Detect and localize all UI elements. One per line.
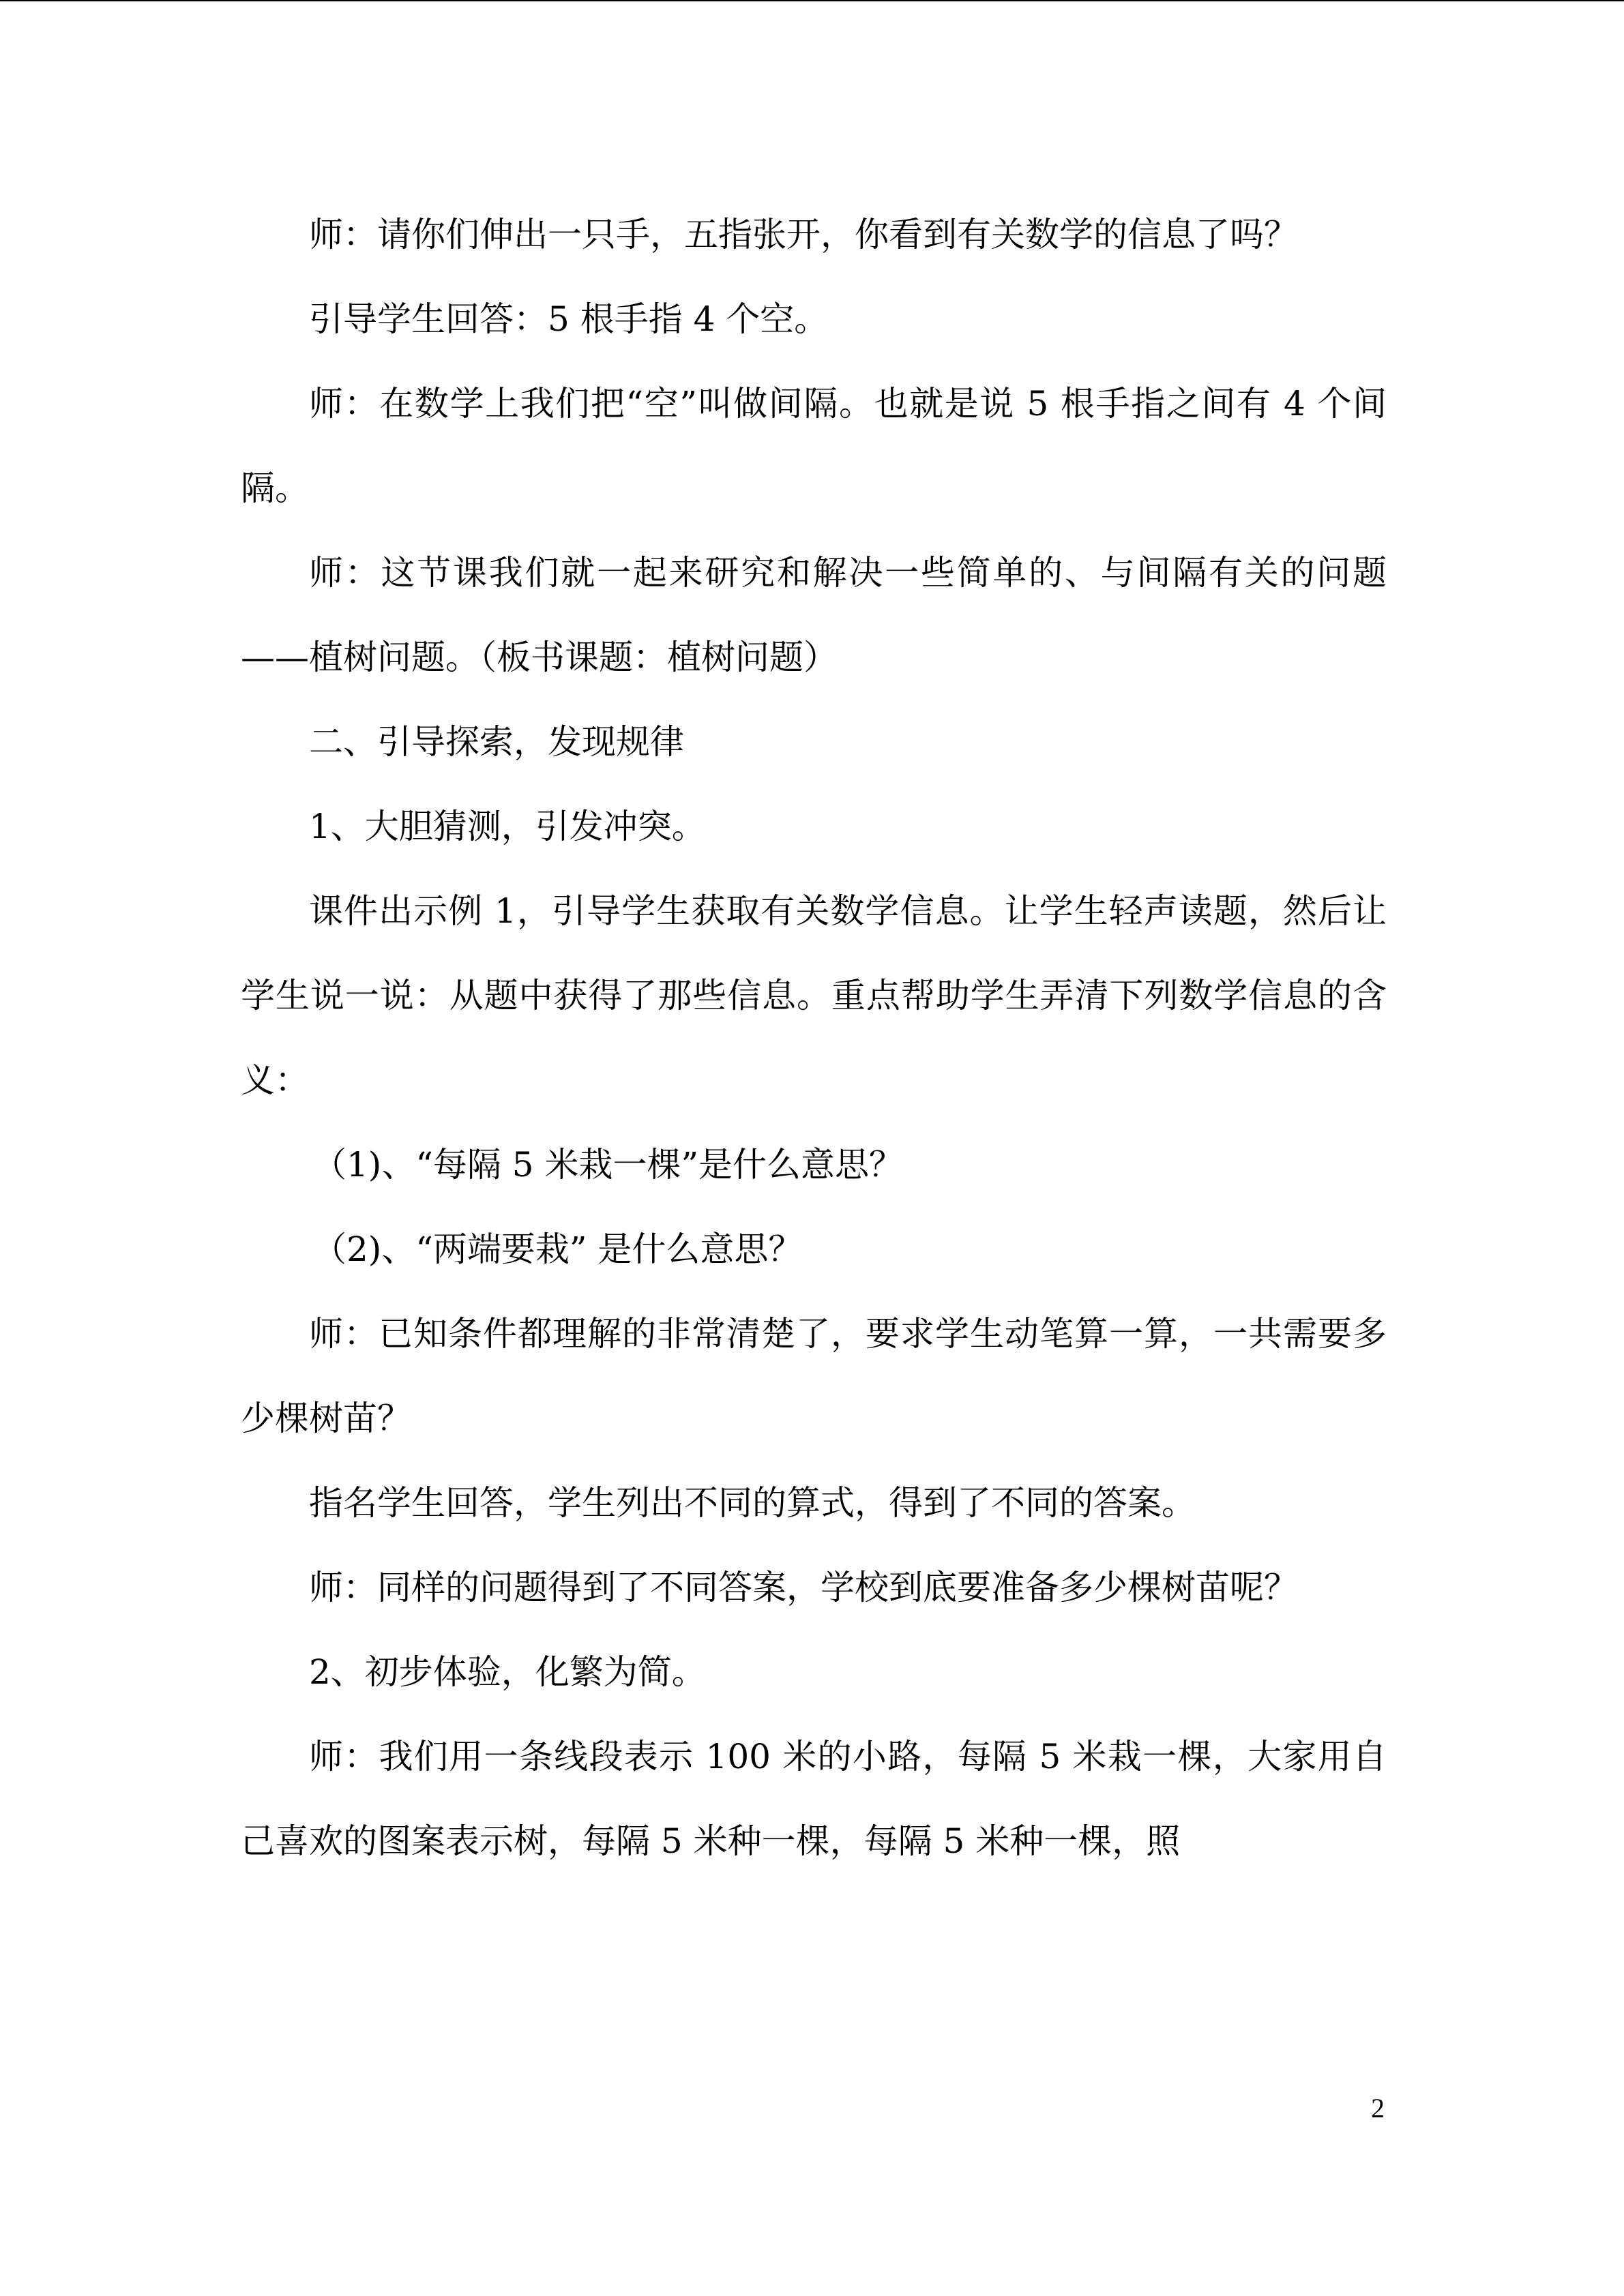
paragraph: 指名学生回答，学生列出不同的算式，得到了不同的答案。 xyxy=(309,1483,1196,1523)
subsection-heading: 1、大胆猜测，引发冲突。 xyxy=(309,807,706,846)
list-item: （2)、“两端要栽” 是什么意思？ xyxy=(312,1229,803,1269)
paragraph: 课件出示例 1，引导学生获取有关数学信息。让学生轻声读题，然后让学生说一说：从题中获得了那些信息。重点帮助学生弄清下列数学信息的含义： xyxy=(241,891,1387,1100)
section-heading: 二、引导探索，发现规律 xyxy=(309,722,684,762)
top-border-line xyxy=(0,0,1624,1)
paragraph: 引导学生回答：5 根手指 4 个空。 xyxy=(309,299,829,339)
body-text xyxy=(241,192,1387,1883)
subsection-heading: 2、初步体验，化繁为简。 xyxy=(309,1652,706,1692)
paragraph: 师：我们用一条线段表示 100 米的小路，每隔 5 米栽一棵，大家用自己喜欢的图案表示树，每隔 5 米种一棵，每隔 5 米种一棵，照 xyxy=(241,1737,1387,1861)
paragraph: 师：请你们伸出一只手，五指张开，你看到有关数学的信息了吗？ xyxy=(309,215,1298,254)
list-item: （1)、“每隔 5 米栽一棵”是什么意思？ xyxy=(312,1145,904,1184)
paragraph: 师：同样的问题得到了不同答案，学校到底要准备多少棵树苗呢？ xyxy=(309,1568,1298,1607)
paragraph: 师：已知条件都理解的非常清楚了，要求学生动笔算一算，一共需要多少棵树苗？ xyxy=(241,1314,1387,1438)
paragraph: 师：这节课我们就一起来研究和解决一些简单的、与间隔有关的问题——植树问题。（板书课题：植树问题） xyxy=(241,553,1387,677)
paragraph: 师：在数学上我们把“空”叫做间隔。也就是说 5 根手指之间有 4 个间隔。 xyxy=(241,384,1387,508)
page-number: 2 xyxy=(1371,2093,1385,2123)
